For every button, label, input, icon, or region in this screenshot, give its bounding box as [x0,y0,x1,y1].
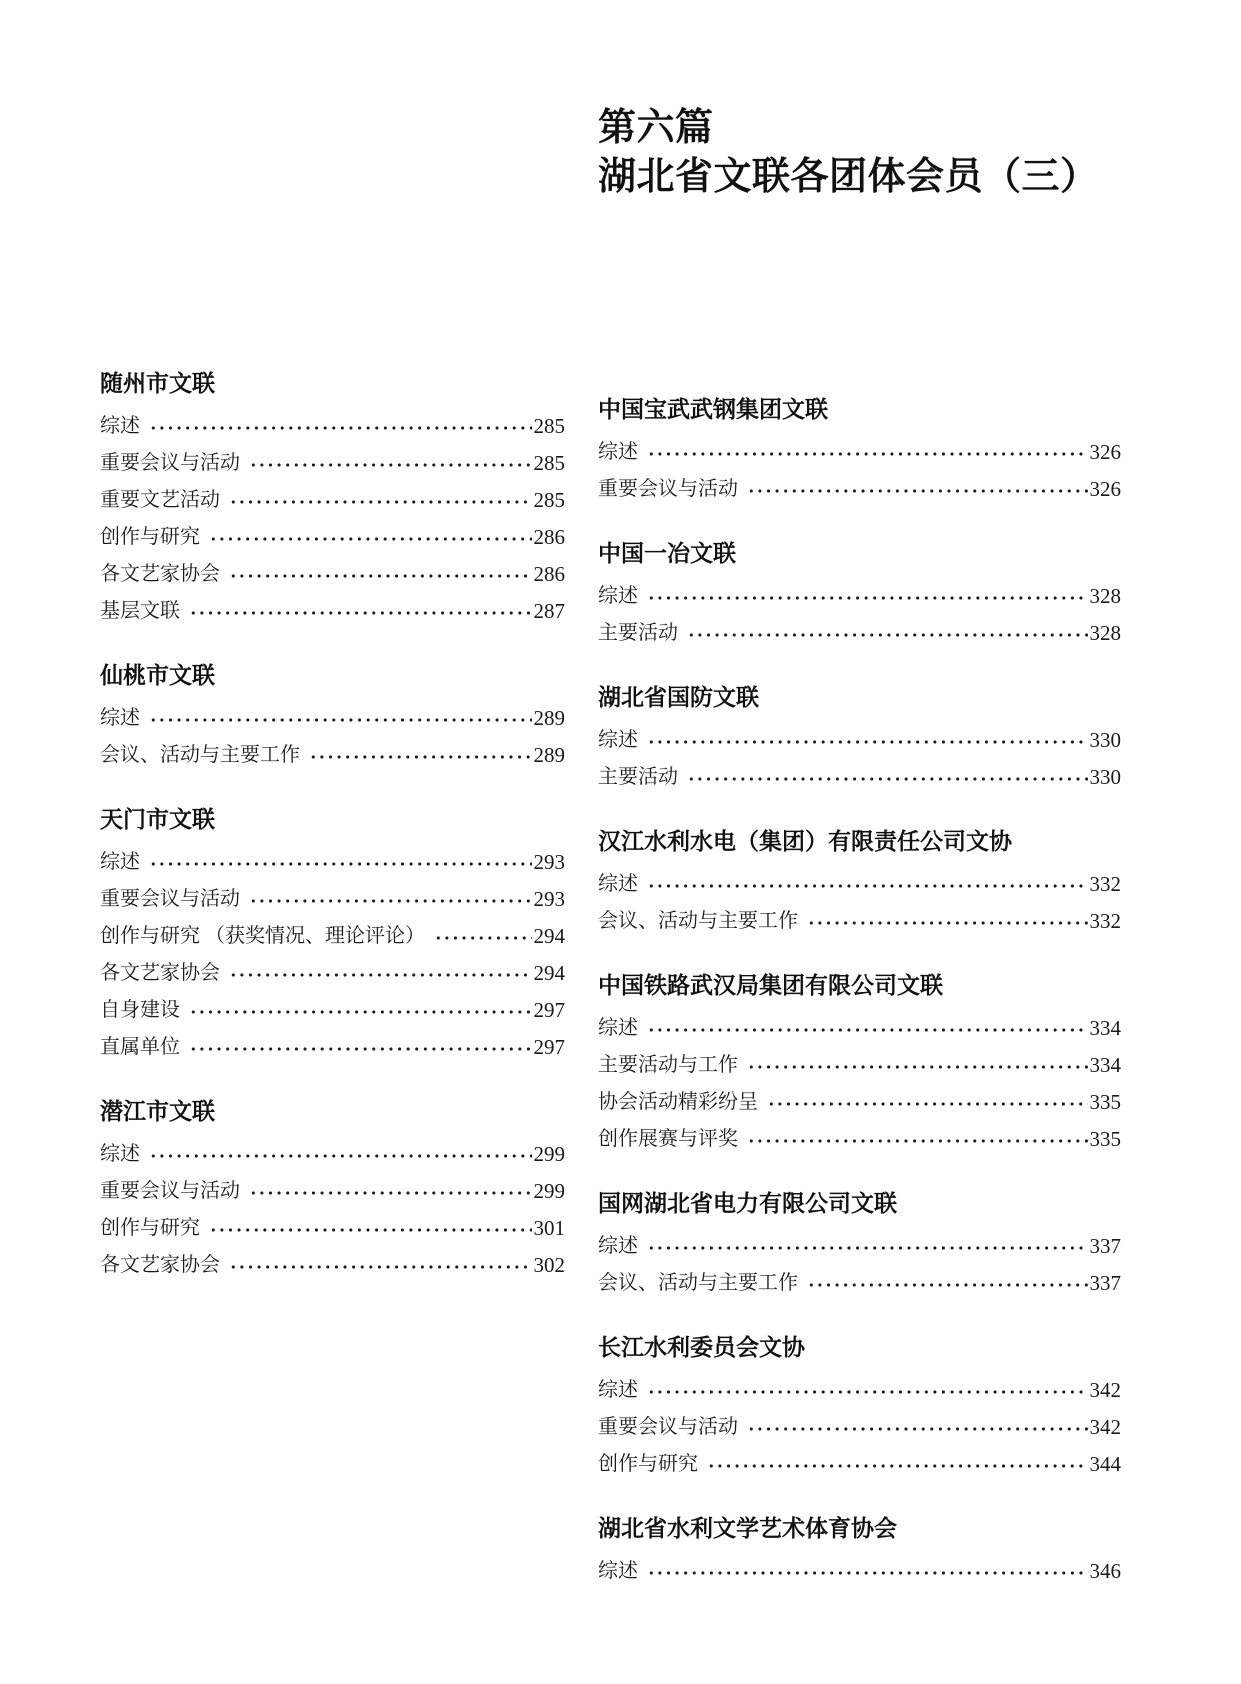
toc-entry [100,955,565,992]
toc-section [598,1332,1121,1483]
dot-leader [209,519,532,556]
dot-leader [647,866,1088,903]
entry-label: 重要文艺活动 [100,489,220,511]
part-name-title: 湖北省文联各团体会员（三） [598,156,1099,198]
entry-page-number: 297 [533,1035,565,1059]
entry-label: 会议、活动与主要工作 [100,744,300,766]
toc-entry [100,700,565,737]
entry-page-number: 344 [1089,1452,1121,1476]
section-title: 湖北省国防文联 [598,684,759,710]
section-entries [598,1010,1121,1158]
entry-label: 综述 [598,441,638,463]
entry-label: 创作与研究 （获奖情况、理论评论） [100,925,425,947]
toc-entry [598,1372,1121,1409]
entry-label: 各文艺家协会 [100,962,220,984]
section-entries [598,1228,1121,1302]
toc-section [100,660,565,774]
dot-leader [747,471,1088,508]
toc-entry [598,434,1121,471]
dot-leader [189,1029,532,1066]
entry-label: 创作与研究 [598,1453,698,1475]
entry-label: 直属单位 [100,1036,180,1058]
entry-label: 会议、活动与主要工作 [598,1272,798,1294]
entry-page-number: 328 [1089,621,1121,645]
entry-page-number: 335 [1089,1090,1121,1114]
toc-entry [598,1265,1121,1302]
section-title: 中国一冶文联 [598,540,736,566]
entry-page-number: 326 [1089,440,1121,464]
section-entries [598,1553,1121,1590]
entry-page-number: 330 [1089,728,1121,752]
toc-entry [598,759,1121,796]
toc-columns [100,368,1121,1590]
dot-leader [229,955,532,992]
section-entries [598,434,1121,508]
toc-entry [598,903,1121,940]
entry-label: 重要会议与活动 [100,452,240,474]
entry-label: 重要会议与活动 [100,888,240,910]
toc-entry [598,471,1121,508]
entry-label: 重要会议与活动 [598,1416,738,1438]
toc-entry [100,1173,565,1210]
entry-label: 综述 [100,1143,140,1165]
entry-page-number: 328 [1089,584,1121,608]
entry-label: 重要会议与活动 [100,1180,240,1202]
section-title: 随州市文联 [100,370,215,396]
toc-section [598,826,1121,940]
entry-page-number: 285 [533,488,565,512]
section-entries [598,1372,1121,1483]
dot-leader [807,1265,1088,1302]
entry-label: 自身建设 [100,999,180,1021]
dot-leader [647,1010,1088,1047]
dot-leader [189,593,532,630]
toc-entry [598,1084,1121,1121]
entry-page-number: 342 [1089,1415,1121,1439]
dot-leader [807,903,1088,940]
dot-leader [309,737,532,774]
entry-label: 会议、活动与主要工作 [598,910,798,932]
entry-page-number: 302 [533,1253,565,1277]
entry-label: 重要会议与活动 [598,478,738,500]
entry-label: 综述 [598,1379,638,1401]
entry-page-number: 299 [533,1142,565,1166]
dot-leader [249,445,532,482]
toc-section [598,1513,1121,1590]
entry-label: 主要活动 [598,766,678,788]
dot-leader [149,408,532,445]
toc-entry [100,1136,565,1173]
entry-page-number: 346 [1089,1559,1121,1583]
dot-leader [434,918,532,955]
section-entries [598,578,1121,652]
section-entries [100,700,565,774]
entry-page-number: 289 [533,706,565,730]
dot-leader [647,1372,1088,1409]
toc-section [598,1188,1121,1302]
entry-label: 创作展赛与评奖 [598,1128,738,1150]
toc-entry [598,1409,1121,1446]
section-title: 天门市文联 [100,806,215,832]
toc-entry [598,1446,1121,1483]
dot-leader [747,1409,1088,1446]
toc-entry [598,722,1121,759]
toc-entry [598,1047,1121,1084]
entry-page-number: 337 [1089,1234,1121,1258]
toc-entry [598,1010,1121,1047]
toc-entry [100,556,565,593]
entry-page-number: 285 [533,451,565,475]
dot-leader [149,1136,532,1173]
toc-section [598,682,1121,796]
dot-leader [209,1210,532,1247]
dot-leader [149,700,532,737]
entry-page-number: 297 [533,998,565,1022]
entry-page-number: 293 [533,850,565,874]
entry-page-number: 294 [533,924,565,948]
dot-leader [189,992,532,1029]
dot-leader [767,1084,1088,1121]
dot-leader [747,1121,1088,1158]
section-entries [598,866,1121,940]
toc-entry [100,918,565,955]
section-entries [100,1136,565,1284]
entry-label: 主要活动与工作 [598,1054,738,1076]
entry-label: 各文艺家协会 [100,1254,220,1276]
toc-entry [100,844,565,881]
entry-label: 综述 [100,415,140,437]
toc-entry [598,1121,1121,1158]
toc-column-left [100,368,565,1284]
part-title-block [598,104,1099,202]
dot-leader [249,1173,532,1210]
section-entries [598,722,1121,796]
entry-page-number: 334 [1089,1053,1121,1077]
dot-leader [229,556,532,593]
entry-label: 综述 [598,1560,638,1582]
dot-leader [707,1446,1088,1483]
dot-leader [647,434,1088,471]
toc-entry [100,408,565,445]
toc-entry [100,482,565,519]
dot-leader [229,482,532,519]
section-entries [100,844,565,1066]
toc-entry [598,578,1121,615]
toc-entry [598,866,1121,903]
toc-entry [598,1553,1121,1590]
toc-entry [100,737,565,774]
entry-page-number: 286 [533,562,565,586]
entry-page-number: 299 [533,1179,565,1203]
toc-entry [100,1210,565,1247]
entry-page-number: 332 [1089,909,1121,933]
section-title: 潜江市文联 [100,1098,215,1124]
toc-section [100,368,565,630]
entry-label: 综述 [598,729,638,751]
toc-section [100,1096,565,1284]
dot-leader [647,1228,1088,1265]
entry-label: 综述 [598,1235,638,1257]
entry-page-number: 294 [533,961,565,985]
entry-label: 创作与研究 [100,1217,200,1239]
entry-label: 综述 [100,707,140,729]
entry-page-number: 326 [1089,477,1121,501]
dot-leader [687,759,1088,796]
entry-label: 主要活动 [598,622,678,644]
section-title: 长江水利委员会文协 [598,1334,805,1360]
toc-entry [100,593,565,630]
entry-label: 协会活动精彩纷呈 [598,1091,758,1113]
dot-leader [647,722,1088,759]
toc-entry [100,1247,565,1284]
section-title: 汉江水利水电（集团）有限责任公司文协 [598,828,1012,854]
section-title: 中国宝武武钢集团文联 [598,396,828,422]
entry-label: 创作与研究 [100,526,200,548]
toc-entry [100,1029,565,1066]
entry-label: 基层文联 [100,600,180,622]
dot-leader [149,844,532,881]
dot-leader [647,578,1088,615]
toc-entry [100,445,565,482]
toc-entry [100,992,565,1029]
entry-page-number: 286 [533,525,565,549]
section-title: 仙桃市文联 [100,662,215,688]
entry-page-number: 334 [1089,1016,1121,1040]
entry-label: 综述 [598,585,638,607]
entry-label: 综述 [598,1017,638,1039]
toc-column-right [598,368,1121,1590]
section-entries [100,408,565,630]
entry-page-number: 287 [533,599,565,623]
toc-section [598,394,1121,508]
entry-page-number: 342 [1089,1378,1121,1402]
entry-page-number: 332 [1089,872,1121,896]
toc-section [100,804,565,1066]
dot-leader [647,1553,1088,1590]
entry-page-number: 337 [1089,1271,1121,1295]
entry-page-number: 289 [533,743,565,767]
entry-page-number: 285 [533,414,565,438]
section-title: 湖北省水利文学艺术体育协会 [598,1515,897,1541]
toc-entry [100,881,565,918]
dot-leader [747,1047,1088,1084]
toc-entry [598,1228,1121,1265]
dot-leader [249,881,532,918]
entry-page-number: 301 [533,1216,565,1240]
entry-label: 综述 [100,851,140,873]
part-number-title: 第六篇 [598,107,714,149]
toc-section [598,970,1121,1158]
entry-label: 综述 [598,873,638,895]
section-title: 中国铁路武汉局集团有限公司文联 [598,972,943,998]
dot-leader [229,1247,532,1284]
toc-entry [100,519,565,556]
entry-page-number: 293 [533,887,565,911]
entry-page-number: 335 [1089,1127,1121,1151]
entry-page-number: 330 [1089,765,1121,789]
entry-label: 各文艺家协会 [100,563,220,585]
toc-entry [598,615,1121,652]
toc-section [598,538,1121,652]
section-title: 国网湖北省电力有限公司文联 [598,1190,897,1216]
dot-leader [687,615,1088,652]
